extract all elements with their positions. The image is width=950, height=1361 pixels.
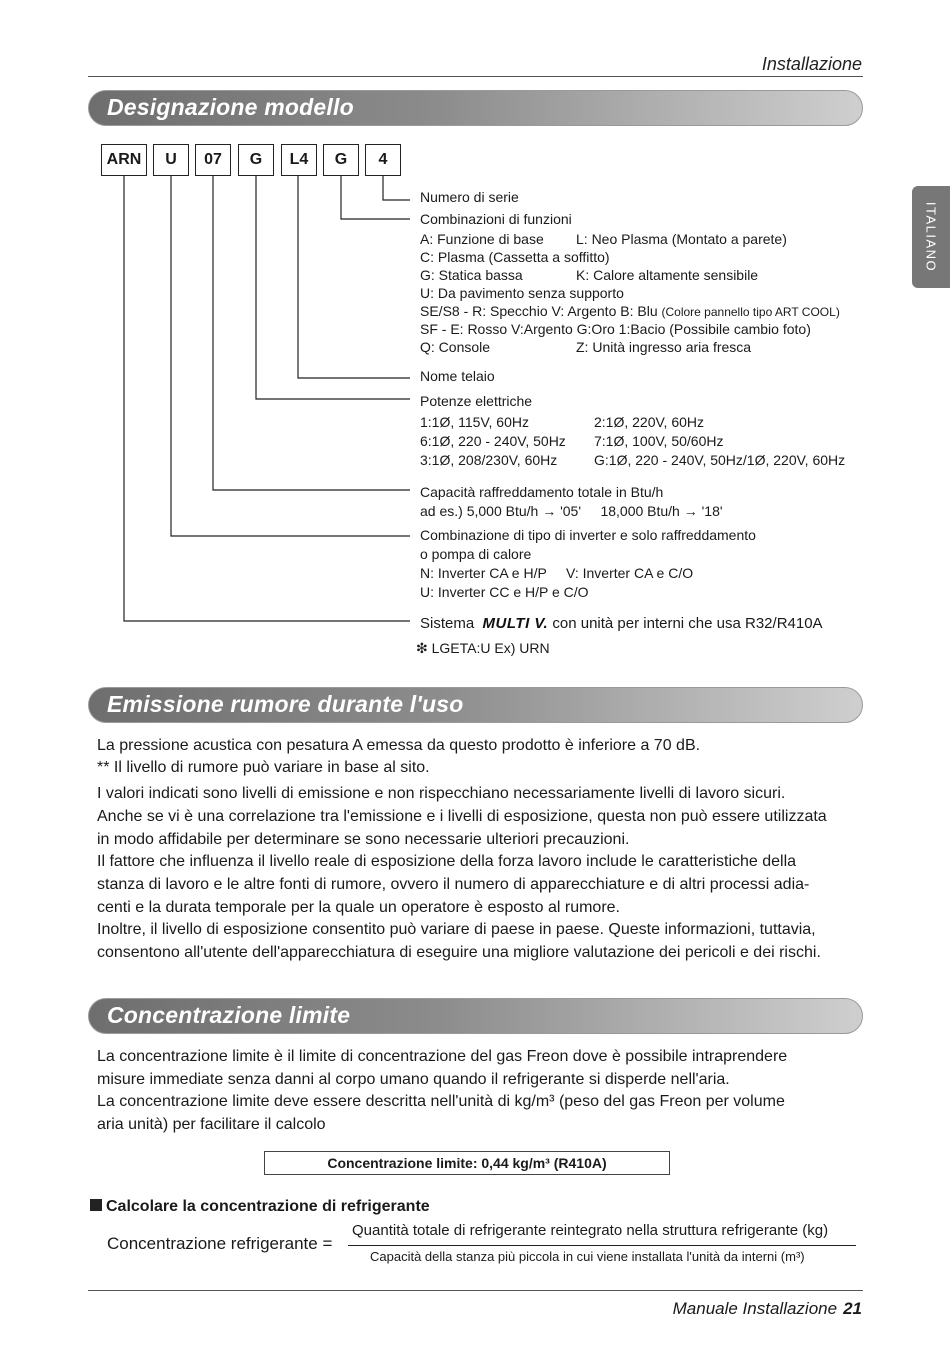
section-model-title: Designazione modello	[107, 94, 354, 120]
legend-func-z: Z: Unità ingresso aria fresca	[576, 339, 752, 355]
noise-line-8: centi e la durata temporale per la quale un operatore è esposto al rumore.	[97, 899, 620, 916]
code-box-07: 07	[195, 144, 231, 176]
connector-capacity	[213, 176, 410, 490]
legend-inverter-u: U: Inverter CC e H/P e C/O	[420, 584, 589, 600]
section-limit-bar	[88, 998, 863, 1034]
multiv-logo: MULTI V.	[482, 615, 549, 632]
legend-func-c: C: Plasma (Cassetta a soffitto)	[420, 249, 610, 265]
noise-line-2: ** Il livello di rumore può variare in base al sito.	[97, 759, 430, 776]
code-box-l4: L4	[281, 144, 317, 176]
noise-line-4: Anche se vi è una correlazione tra l'emissione e i livelli di esposizione, questa non può essere utilizzata	[97, 808, 827, 825]
header-title: Installazione	[761, 54, 862, 74]
legend-functions-title: Combinazioni di funzioni	[420, 211, 572, 227]
noise-line-9: Inoltre, il livello di esposizione consentito può variare di paese in paese. Queste informazioni, tuttavia,	[97, 921, 816, 938]
legend-system-prefix: Sistema	[420, 615, 475, 632]
page-number: 21	[843, 1299, 862, 1318]
limit-line-2: misure immediate senza danni al corpo umano quando il refrigerante si disperde nell'aria.	[97, 1071, 730, 1088]
connector-power	[256, 176, 410, 399]
connector-serial	[383, 176, 410, 200]
connector-inverter	[171, 176, 410, 536]
limit-concentration-box: Concentrazione limite: 0,44 kg/m³ (R410A)	[264, 1151, 670, 1175]
code-box-4: 4	[365, 144, 401, 176]
code-box-g2: G	[323, 144, 359, 176]
language-tab-label: ITALIANO	[923, 201, 939, 273]
noise-line-1: La pressione acustica con pesatura A emessa da questo prodotto è inferiore a 70 dB.	[97, 737, 701, 754]
fraction-line	[348, 1245, 856, 1246]
noise-line-7: stanza di lavoro e le altre fonti di rumore, ovvero il numero di apparecchiature e di altri processi adia-	[97, 876, 810, 893]
calc-heading-text: Calcolare la concentrazione di refrigerante	[106, 1198, 430, 1215]
legend-func-a: A: Funzione di base	[420, 231, 544, 247]
legend-chassis: Nome telaio	[420, 368, 495, 384]
connector-functions	[341, 176, 410, 219]
section-noise-bar	[88, 687, 863, 723]
legend-func-l: L: Neo Plasma (Montato a parete)	[576, 231, 787, 247]
legend-system-r32: R32	[745, 615, 773, 632]
calc-numerator: Quantità totale di refrigerante reintegrato nella struttura refrigerante (kg)	[352, 1222, 829, 1239]
legend-func-g: G: Statica bassa	[420, 267, 523, 283]
legend-system	[420, 615, 823, 632]
code-box-arn: ARN	[101, 144, 147, 176]
legend-power-7: 7:1Ø, 100V, 50/60Hz	[594, 433, 724, 449]
noise-line-5: in modo affidabile per determinare se sono necessarie ulteriori precauzioni.	[97, 831, 630, 848]
footer-manual-title: Manuale Installazione	[672, 1299, 838, 1318]
square-bullet-icon	[90, 1199, 102, 1211]
footer	[673, 1299, 862, 1319]
legend-func-u: U: Da pavimento senza supporto	[420, 285, 624, 301]
legend-capacity-example: ad es.) 5,000 Btu/h → '05' 18,000 Btu/h → '18'	[420, 503, 723, 519]
legend-power-6: 6:1Ø, 220 - 240V, 50Hz	[420, 433, 566, 449]
legend-system-suffix: con unità per interni che usa	[552, 615, 741, 632]
legend-note: ❇ LGETA:U Ex) URN	[416, 640, 550, 656]
code-box-u: U	[153, 144, 189, 176]
legend-func-se	[420, 303, 840, 319]
section-limit-title: Concentrazione limite	[107, 1002, 351, 1028]
legend-func-sf: SF - E: Rosso V:Argento G:Oro 1:Bacio (Possibile cambio foto)	[420, 321, 811, 337]
legend-power-2: 2:1Ø, 220V, 60Hz	[594, 414, 705, 430]
calc-denominator: Capacità della stanza più piccola in cui viene installata l'unità da interni (m³)	[370, 1249, 805, 1264]
legend-power-title: Potenze elettriche	[420, 393, 533, 409]
limit-line-1: La concentrazione limite è il limite di concentrazione del gas Freon dove è possibile intraprendere	[97, 1048, 788, 1065]
legend-inverter-title: Combinazione di tipo di inverter e solo raffreddamento	[420, 527, 756, 543]
legend-inverter-n: N: Inverter CA e H/P V: Inverter CA e C/O	[420, 565, 694, 581]
legend-system-r410: /R410A	[772, 615, 823, 632]
footer-rule	[88, 1290, 863, 1291]
code-box-g: G	[238, 144, 274, 176]
legend-inverter-title2: o pompa di calore	[420, 546, 532, 562]
connector-chassis	[298, 176, 410, 378]
legend-power-g: G:1Ø, 220 - 240V, 50Hz/1Ø, 220V, 60Hz	[594, 452, 846, 468]
legend-power-1: 1:1Ø, 115V, 60Hz	[420, 414, 529, 430]
limit-line-4: aria unità) per facilitare il calcolo	[97, 1116, 326, 1133]
calc-heading	[90, 1198, 430, 1216]
limit-line-3: La concentrazione limite deve essere descritta nell'unità di kg/m³ (peso del gas Freon per volume	[97, 1093, 785, 1110]
calc-formula-label: Concentrazione refrigerante =	[107, 1234, 333, 1253]
legend-func-q: Q: Console	[420, 339, 491, 355]
legend-func-k: K: Calore altamente sensibile	[576, 267, 759, 283]
noise-line-3: I valori indicati sono livelli di emissione e non rispecchiano necessariamente livelli di lavoro sicuri.	[97, 785, 786, 802]
legend-power-3: 3:1Ø, 208/230V, 60Hz	[420, 452, 558, 468]
legend-serial: Numero di serie	[420, 189, 519, 205]
noise-line-6: Il fattore che influenza il livello reale di esposizione della forza lavoro include le caratteristiche della	[97, 853, 797, 870]
legend-func-se-main: SE/S8 - R: Specchio V: Argento B: Blu	[420, 303, 658, 319]
legend-func-se-note: (Colore pannello tipo ART COOL)	[661, 305, 840, 319]
noise-line-10: consentono all'utente dell'apparecchiatura di eseguire una migliore valutazione dei pericoli e dei rischi.	[97, 944, 821, 961]
legend-capacity-title: Capacità raffreddamento totale in Btu/h	[420, 484, 664, 500]
section-noise-title: Emissione rumore durante l'uso	[107, 691, 464, 717]
